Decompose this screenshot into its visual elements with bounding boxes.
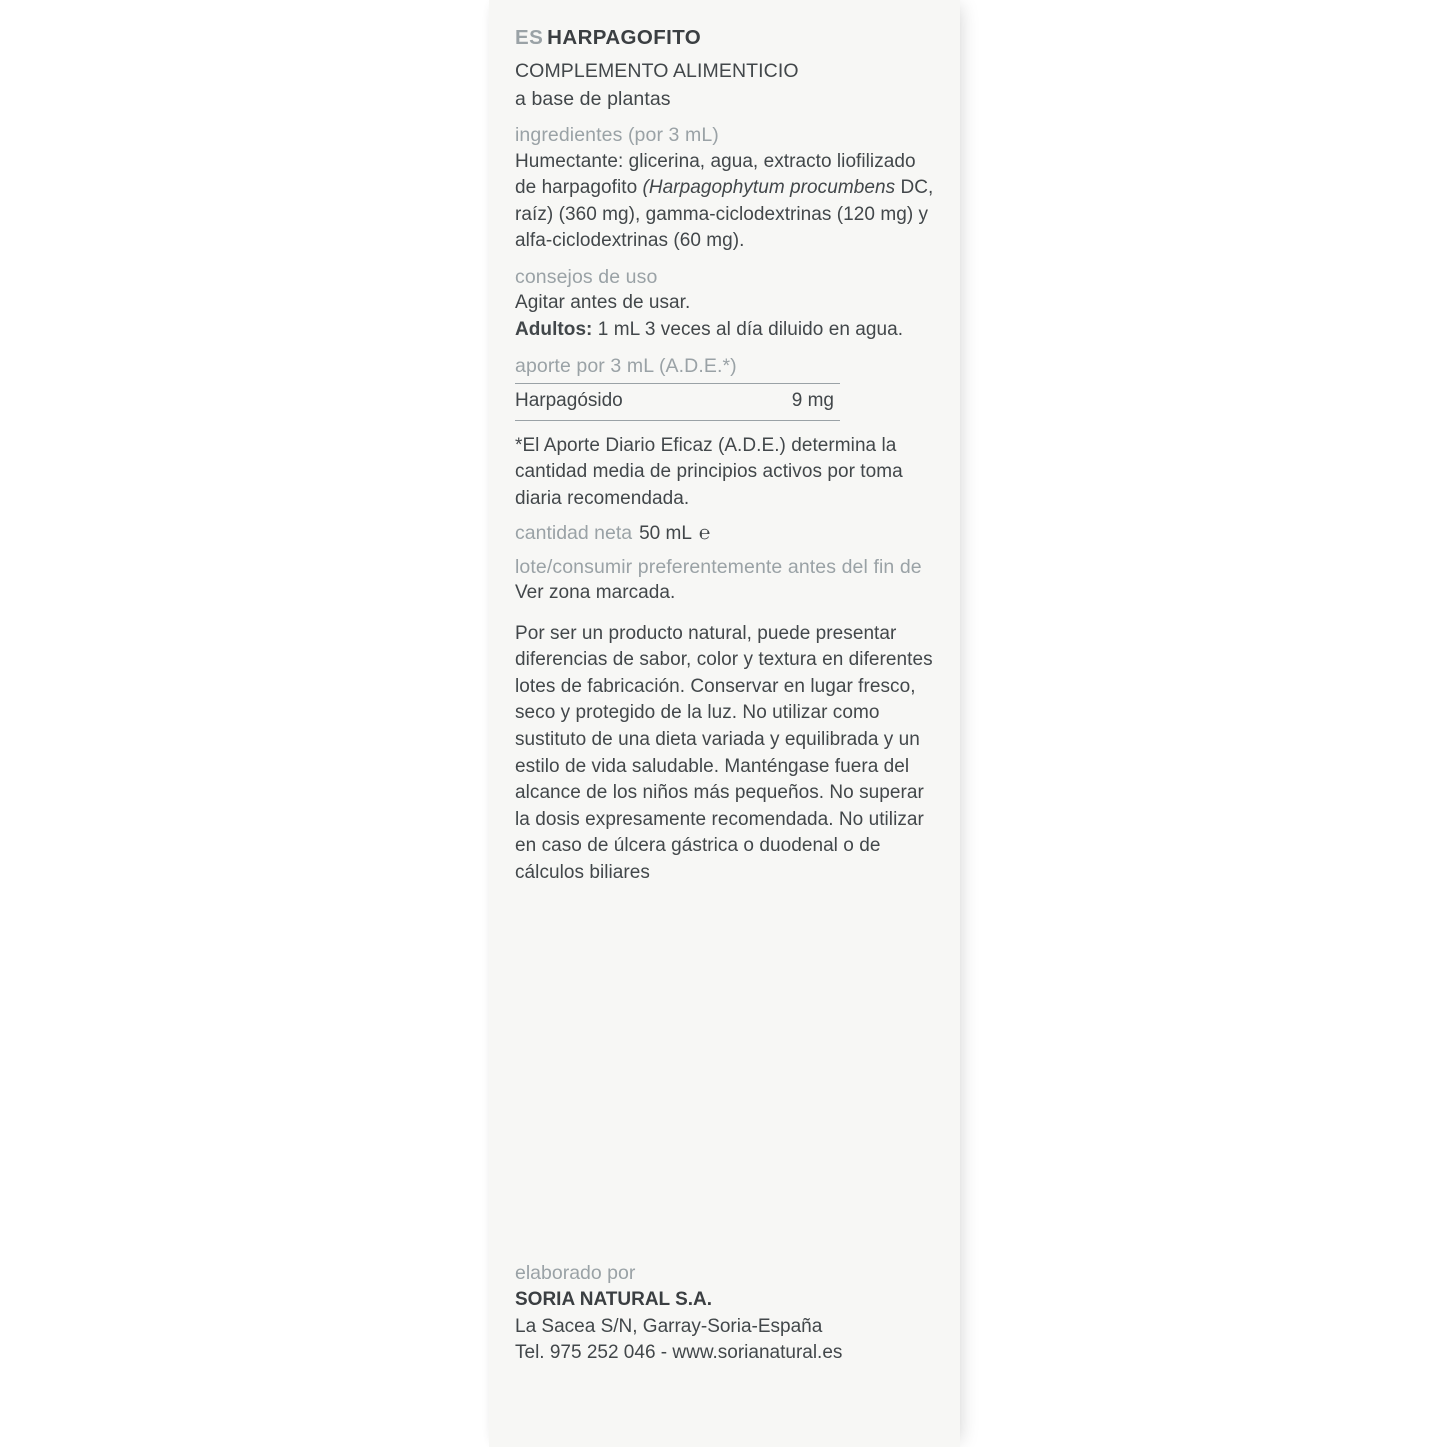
batch-value: Ver zona marcada. [515, 581, 676, 603]
usage-line-1: Agitar antes de usar. [515, 292, 691, 314]
product-box-panel [489, 0, 960, 1447]
manufacturer-label: elaborado por [515, 1262, 636, 1284]
ingredients-botanical-name: (Harpagophytum procumbens [642, 177, 896, 199]
product-subtitle [515, 58, 940, 113]
nutrient-amount: 9 mg [791, 389, 834, 411]
net-quantity-label: cantidad neta [515, 521, 633, 544]
usage-adults [515, 317, 940, 344]
product-title [515, 26, 940, 50]
nutrition-table [515, 383, 840, 421]
estimated-sign-icon: ℮ [698, 522, 711, 544]
ingredients-text [515, 149, 940, 255]
ingredients-text-part1: Humectante: glicerina, agua, extracto liofilizado de harpagofito [515, 150, 916, 199]
label-content-area [515, 0, 940, 1447]
manufacturer-name: SORIA NATURAL S.A. [515, 1289, 713, 1310]
nutrient-name: Harpagósido [515, 389, 623, 411]
usage-adults-label: Adultos: [515, 318, 593, 340]
nutrition-heading: aporte por 3 mL (A.D.E.*) [515, 354, 737, 377]
ingredients-heading: ingredientes (por 3 mL) [515, 124, 719, 147]
net-quantity-value: 50 mL [639, 522, 692, 544]
product-name: HARPAGOFITO [547, 26, 702, 49]
manufacturer-contact: Tel. 975 252 046 - www.sorianatural.es [515, 1342, 843, 1364]
warnings-text: Por ser un producto natural, puede presentar diferencias de sabor, color y textura en diferentes lotes de fabricación. Conservar en lugar fresco, seco y protegido de la luz. No utilizar como sustituto de una dieta variada y equilibrada y un estilo de vida saludable. Manténgase fuera del alcance de los niños más pequeños. No superar la dosis expresamente recomendada. No utilizar en caso de úlcera gástrica o duodenal o de cálculos biliares [515, 622, 933, 883]
label-text-column [515, 26, 940, 887]
subtitle-line-1: COMPLEMENTO ALIMENTICIO [515, 60, 799, 82]
subtitle-line-2: a base de plantas [515, 87, 671, 110]
usage-heading: consejos de uso [515, 266, 658, 289]
manufacturer-address: La Sacea S/N, Garray-Soria-España [515, 1315, 823, 1337]
net-quantity-row [515, 522, 940, 545]
manufacturer-block [515, 1262, 940, 1367]
language-code: ES [515, 26, 544, 49]
ingredients-text-part2: DC, raíz) (360 mg), gamma-ciclodextrinas (120 mg) y alfa-ciclodextrinas (60 mg). [515, 177, 934, 252]
table-row [515, 384, 840, 420]
ade-footnote: *El Aporte Diario Eficaz (A.D.E.) determina la cantidad media de principios activos por toma diaria recomendada. [515, 434, 903, 510]
batch-heading: lote/consumir preferentemente antes del fin de [515, 555, 922, 578]
usage-adults-text: 1 mL 3 veces al día diluido en agua. [592, 318, 904, 340]
